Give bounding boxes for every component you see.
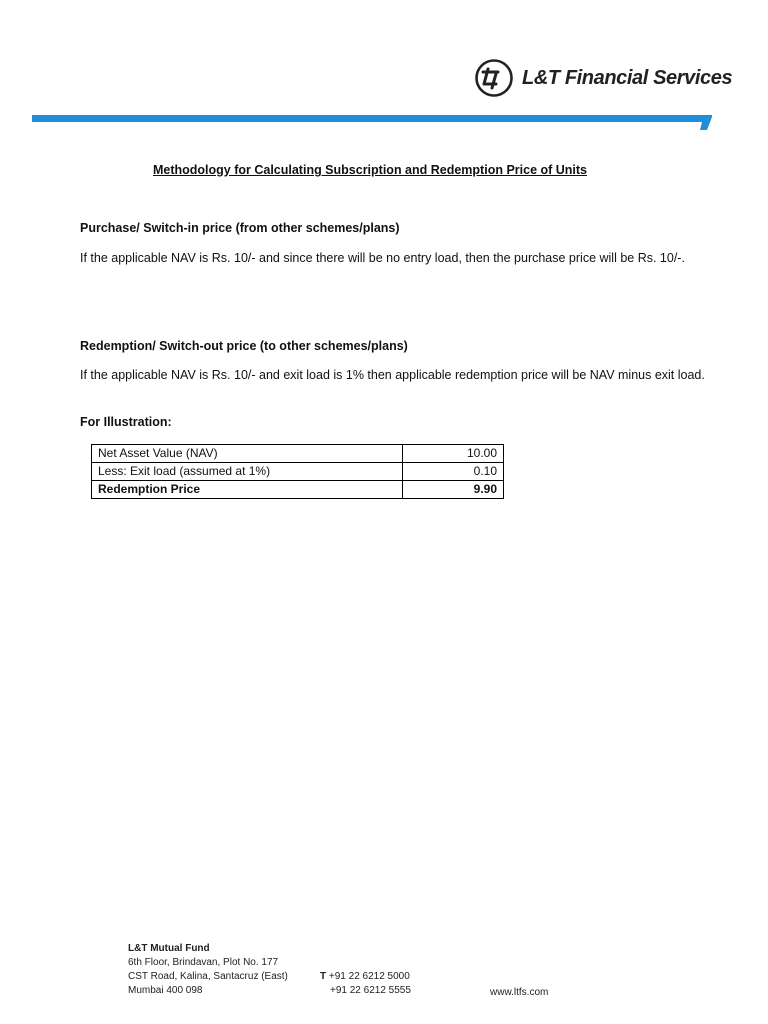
illustration-table — [91, 444, 504, 499]
footer-phone — [320, 970, 411, 998]
footer-address — [128, 942, 288, 998]
table-row-total — [92, 481, 504, 499]
phone-number: +91 22 6212 5555 — [330, 985, 411, 996]
redemption-heading: Redemption/ Switch-out price (to other schemes/plans) — [80, 339, 408, 353]
table-row — [92, 463, 504, 481]
footer-address-line: Mumbai 400 098 — [128, 985, 203, 996]
document-title: Methodology for Calculating Subscription and Redemption Price of Units — [152, 163, 588, 177]
illustration-label: For Illustration: — [80, 415, 172, 429]
purchase-text: If the applicable NAV is Rs. 10/- and since there will be no entry load, then the purchase price will be Rs. 10/-. — [80, 251, 685, 265]
row-value: 0.10 — [403, 463, 504, 481]
row-label: Less: Exit load (assumed at 1%) — [92, 463, 403, 481]
footer-address-line: CST Road, Kalina, Santacruz (East) — [128, 971, 288, 982]
table-row — [92, 445, 504, 463]
brand-name: L&T Financial Services — [522, 66, 733, 89]
redemption-text: If the applicable NAV is Rs. 10/- and exit load is 1% then applicable redemption price will be NAV minus exit load. — [80, 368, 705, 382]
brand-accent-bar — [32, 115, 712, 130]
row-label: Redemption Price — [92, 481, 403, 499]
row-label: Net Asset Value (NAV) — [92, 445, 403, 463]
footer-org-name: L&T Mutual Fund — [128, 943, 210, 954]
phone-number: +91 22 6212 5000 — [328, 971, 410, 982]
brand-logo — [474, 58, 732, 98]
footer-address-line: 6th Floor, Brindavan, Plot No. 177 — [128, 957, 279, 968]
purchase-heading: Purchase/ Switch-in price (from other schemes/plans) — [80, 221, 400, 235]
row-value: 10.00 — [403, 445, 504, 463]
row-value: 9.90 — [403, 481, 504, 499]
footer-website: www.ltfs.com — [490, 987, 549, 998]
lt-logo-icon — [474, 58, 514, 98]
phone-prefix: T — [320, 971, 327, 982]
